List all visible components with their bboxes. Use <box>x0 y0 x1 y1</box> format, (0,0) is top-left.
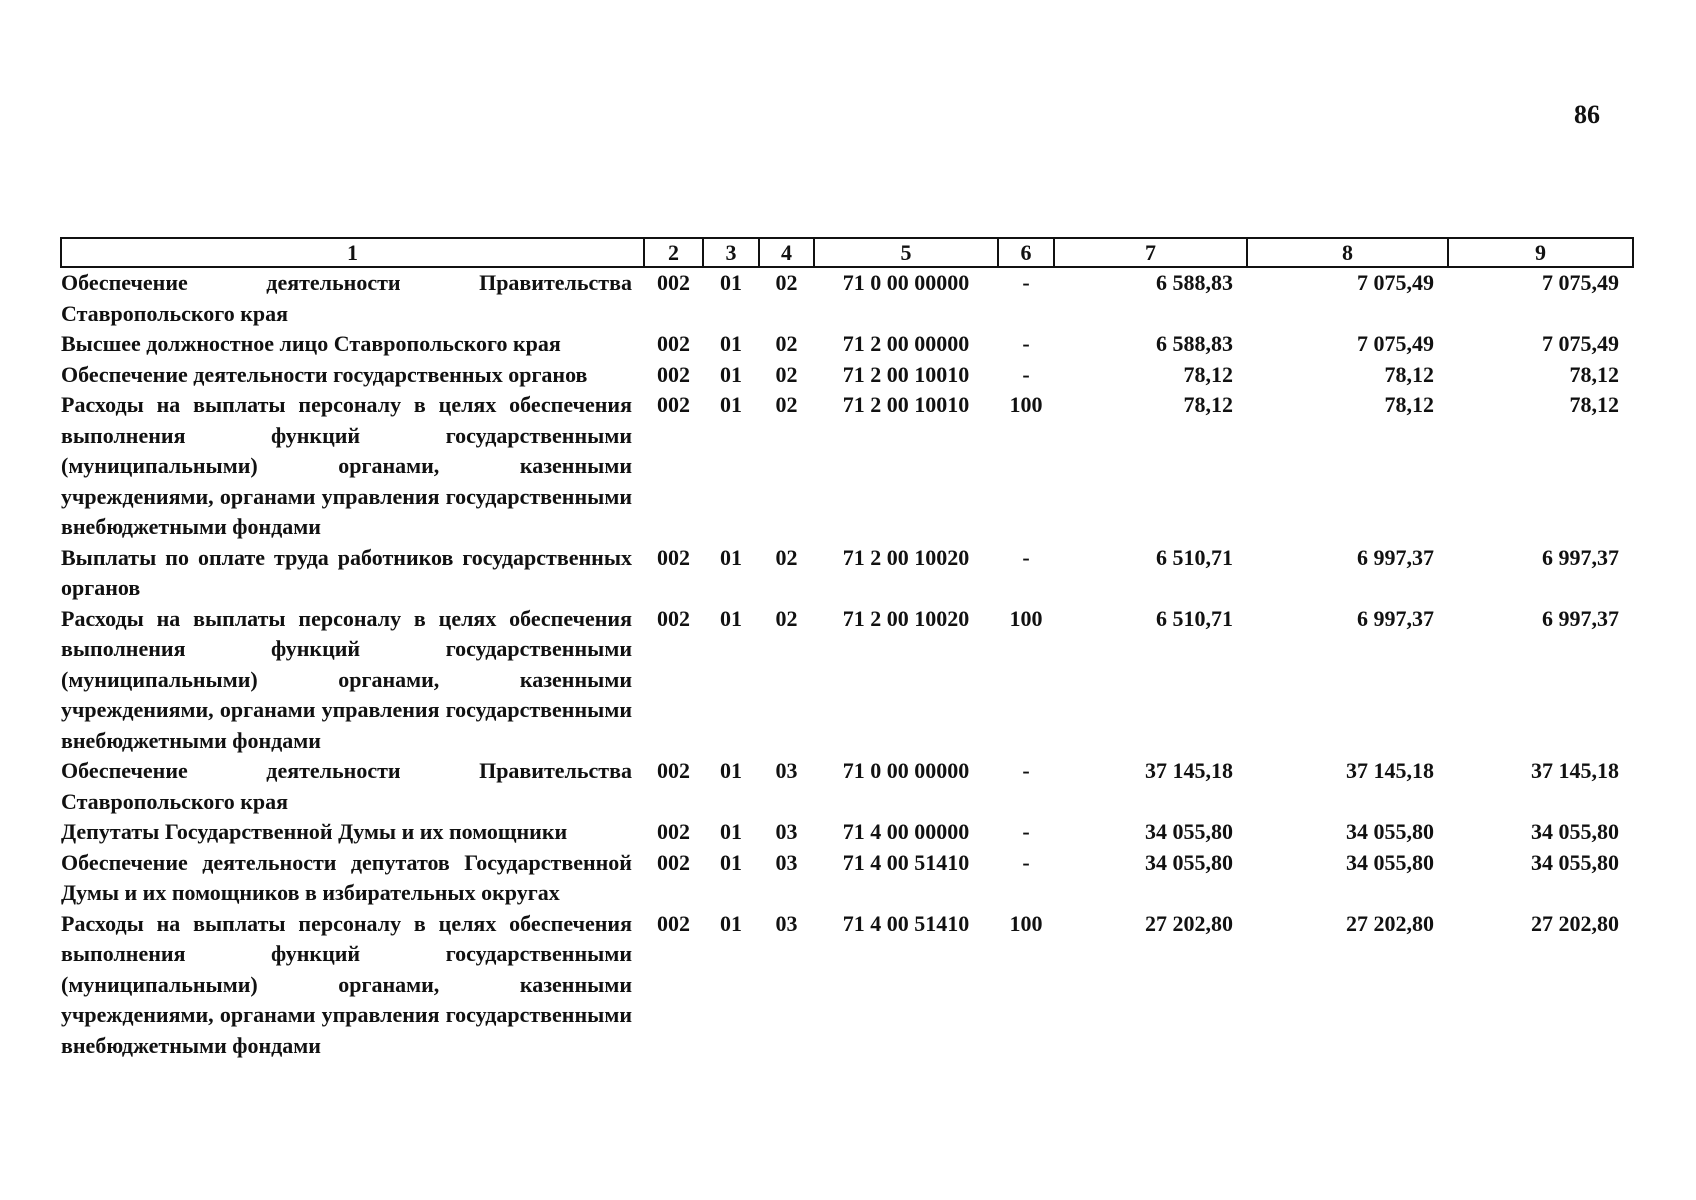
row-description: Расходы на выплаты персоналу в целях обеспечения выполнения функций государственными (муниципальными) органами, казенными учреждениями, органами управления государственными внебюджетными фондами <box>61 910 632 1058</box>
row-value-col-8: 7 075,49 <box>1357 331 1434 356</box>
table-row <box>61 543 1633 604</box>
row-admin-code: 002 <box>657 849 690 875</box>
row-value-col-9: 7 075,49 <box>1542 270 1619 295</box>
row-value-col-7: 6 510,71 <box>1156 605 1233 631</box>
row-value-col-9: 6 997,37 <box>1542 544 1619 570</box>
table-row <box>61 604 1633 757</box>
row-expense-type: - <box>1022 544 1030 570</box>
header-col-2: 2 <box>644 238 703 267</box>
row-value-col-7: 6 510,71 <box>1156 544 1233 570</box>
row-expense-type: - <box>1022 270 1030 295</box>
row-value-col-8: 7 075,49 <box>1357 270 1434 295</box>
table-row <box>61 329 1633 360</box>
row-target-code: 71 4 00 51410 <box>842 849 970 875</box>
row-value-col-7: 78,12 <box>1183 361 1233 387</box>
header-col-3: 3 <box>703 238 759 267</box>
row-value-col-8: 6 997,37 <box>1357 544 1434 570</box>
row-value-col-9: 34 055,80 <box>1531 849 1619 875</box>
table-row <box>61 817 1633 848</box>
row-subsection-code: 02 <box>775 605 798 631</box>
row-target-code: 71 2 00 00000 <box>842 331 970 356</box>
table-row <box>61 909 1633 1062</box>
row-expense-type: 100 <box>1009 605 1043 631</box>
row-value-col-8: 6 997,37 <box>1357 605 1434 631</box>
row-admin-code: 002 <box>657 758 690 783</box>
header-col-6: 6 <box>998 238 1054 267</box>
row-description: Обеспечение деятельности государственных органов <box>61 361 588 387</box>
row-subsection-code: 02 <box>775 392 798 417</box>
table-row <box>61 390 1633 543</box>
row-subsection-code: 02 <box>775 331 798 356</box>
row-admin-code: 002 <box>657 819 690 844</box>
row-admin-code: 002 <box>657 605 690 631</box>
row-value-col-8: 78,12 <box>1384 392 1434 417</box>
row-value-col-9: 7 075,49 <box>1542 331 1619 356</box>
row-value-col-8: 34 055,80 <box>1346 819 1434 844</box>
row-value-col-9: 78,12 <box>1569 361 1619 387</box>
row-value-col-9: 37 145,18 <box>1531 758 1619 783</box>
header-col-4: 4 <box>759 238 814 267</box>
budget-table <box>60 237 1634 1061</box>
row-target-code: 71 2 00 10010 <box>842 361 970 387</box>
row-description: Обеспечение деятельности депутатов Государственной Думы и их помощников в избирательных округах <box>61 849 632 905</box>
row-description: Расходы на выплаты персоналу в целях обеспечения выполнения функций государственными (муниципальными) органами, казенными учреждениями, органами управления государственными внебюджетными фондами <box>61 605 632 753</box>
row-section-code: 01 <box>720 910 742 936</box>
row-value-col-7: 37 145,18 <box>1145 758 1233 783</box>
row-section-code: 01 <box>720 605 742 631</box>
row-admin-code: 002 <box>657 331 690 356</box>
row-description: Обеспечение деятельности Правительства Ставропольского края <box>61 270 632 326</box>
row-expense-type: - <box>1022 819 1030 844</box>
row-value-col-7: 6 588,83 <box>1156 270 1233 295</box>
row-subsection-code: 02 <box>775 270 798 295</box>
header-col-5: 5 <box>814 238 998 267</box>
page-number: 86 <box>1574 100 1600 129</box>
row-target-code: 71 2 00 10010 <box>842 392 970 417</box>
table-body <box>61 267 1633 1061</box>
row-expense-type: 100 <box>1009 392 1043 417</box>
row-section-code: 01 <box>720 331 742 356</box>
header-col-8: 8 <box>1247 238 1448 267</box>
row-section-code: 01 <box>720 819 742 844</box>
row-expense-type: - <box>1022 758 1030 783</box>
row-subsection-code: 02 <box>775 544 798 570</box>
row-admin-code: 002 <box>657 361 690 387</box>
row-description: Высшее должностное лицо Ставропольского края <box>61 331 561 356</box>
header-col-1: 1 <box>61 238 644 267</box>
row-description: Обеспечение деятельности Правительства Ставропольского края <box>61 758 632 814</box>
row-description: Депутаты Государственной Думы и их помощники <box>61 819 568 844</box>
row-subsection-code: 02 <box>775 361 798 387</box>
row-section-code: 01 <box>720 361 742 387</box>
row-value-col-9: 34 055,80 <box>1531 819 1619 844</box>
row-value-col-8: 34 055,80 <box>1346 849 1434 875</box>
header-col-7: 7 <box>1054 238 1247 267</box>
row-description: Расходы на выплаты персоналу в целях обеспечения выполнения функций государственными (муниципальными) органами, казенными учреждениями, органами управления государственными внебюджетными фондами <box>61 392 632 539</box>
row-value-col-9: 78,12 <box>1569 392 1619 417</box>
row-target-code: 71 4 00 00000 <box>842 819 970 844</box>
row-value-col-7: 34 055,80 <box>1145 849 1233 875</box>
row-target-code: 71 4 00 51410 <box>842 910 970 936</box>
row-value-col-8: 78,12 <box>1384 361 1434 387</box>
row-admin-code: 002 <box>657 544 690 570</box>
row-subsection-code: 03 <box>775 758 798 783</box>
row-section-code: 01 <box>720 849 742 875</box>
row-value-col-9: 6 997,37 <box>1542 605 1619 631</box>
table-row <box>61 267 1633 329</box>
table-row <box>61 360 1633 391</box>
row-subsection-code: 03 <box>775 819 798 844</box>
row-subsection-code: 03 <box>775 849 798 875</box>
row-value-col-8: 27 202,80 <box>1346 910 1434 936</box>
row-value-col-9: 27 202,80 <box>1531 910 1619 936</box>
row-section-code: 01 <box>720 392 742 417</box>
row-value-col-7: 78,12 <box>1183 392 1233 417</box>
row-expense-type: - <box>1022 331 1030 356</box>
row-value-col-7: 27 202,80 <box>1145 910 1233 936</box>
row-section-code: 01 <box>720 544 742 570</box>
row-value-col-7: 34 055,80 <box>1145 819 1233 844</box>
table-header-row <box>61 238 1633 267</box>
row-target-code: 71 0 00 00000 <box>842 758 970 783</box>
row-value-col-8: 37 145,18 <box>1346 758 1434 783</box>
row-target-code: 71 2 00 10020 <box>842 605 970 631</box>
row-expense-type: - <box>1022 849 1030 875</box>
row-expense-type: - <box>1022 361 1030 387</box>
header-col-9: 9 <box>1448 238 1633 267</box>
row-admin-code: 002 <box>657 392 690 417</box>
table-row <box>61 848 1633 909</box>
row-admin-code: 002 <box>657 270 690 295</box>
row-section-code: 01 <box>720 270 742 295</box>
row-description: Выплаты по оплате труда работников государственных органов <box>61 544 632 600</box>
row-subsection-code: 03 <box>775 910 798 936</box>
row-target-code: 71 2 00 10020 <box>842 544 970 570</box>
table-row <box>61 756 1633 817</box>
row-value-col-7: 6 588,83 <box>1156 331 1233 356</box>
row-expense-type: 100 <box>1009 910 1043 936</box>
row-admin-code: 002 <box>657 910 690 936</box>
row-target-code: 71 0 00 00000 <box>842 270 970 295</box>
row-section-code: 01 <box>720 758 742 783</box>
